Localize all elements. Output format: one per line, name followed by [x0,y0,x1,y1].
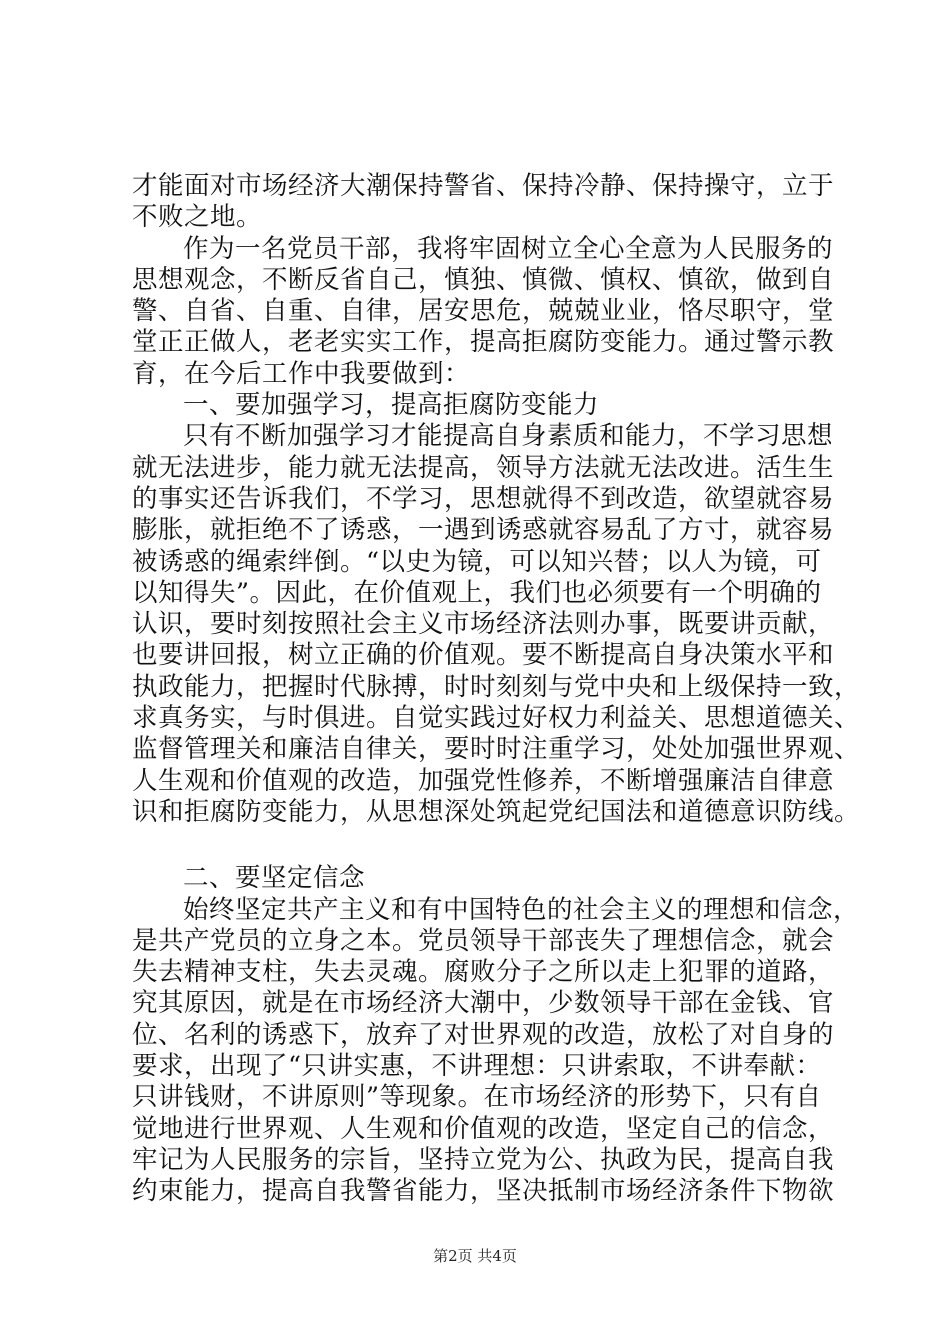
paragraph-gap [132,828,840,863]
text-line: 被诱惑的绳索绊倒。“以史为镜，可以知兴替；以人为镜，可 [132,546,822,577]
text-line: 监督管理关和廉洁自律关，要时时注重学习，处处加强世界观、 [132,734,861,765]
text-line: 牢记为人民服务的宗旨，坚持立党为公、执政为民，提高自我 [132,1144,835,1175]
text-line: 认识，要时刻按照社会主义市场经济法则办事，既要讲贡献， [132,609,835,640]
text-line: 以知得失”。因此，在价值观上，我们也必须要有一个明确的 [132,577,822,608]
page-number-footer: 第2页 共4页 [433,1247,517,1265]
text-line: 不败之地。 [132,202,263,233]
section-heading-2: 二、要坚定信念 [183,863,366,894]
paragraph-start: 始终坚定共产主义和有中国特色的社会主义的理想和信念， [183,894,860,925]
text-line: 育，在今后工作中我要做到： [132,358,471,389]
text-line: 是共产党员的立身之本。党员领导干部丧失了理想信念，就会 [132,925,835,956]
text-line: 警、自省、自重、自律，居安思危，兢兢业业，恪尽职守，堂 [132,296,835,327]
text-line: 求真务实，与时俱进。自觉实践过好权力利益关、思想道德关、 [132,703,861,734]
text-line: 失去精神支柱，失去灵魂。腐败分子之所以走上犯罪的道路， [132,957,835,988]
text-line: 识和拒腐防变能力，从思想深处筑起党纪国法和道德意识防线。 [132,796,861,827]
text-line: 的事实还告诉我们，不学习，思想就得不到改造，欲望就容易 [132,483,835,514]
text-line: 约束能力，提高自我警省能力，坚决抵制市场经济条件下物欲 [132,1176,835,1207]
text-line: 执政能力，把握时代脉搏，时时刻刻与党中央和上级保持一致， [132,671,861,702]
text-line: 究其原因，就是在市场经济大潮中，少数领导干部在金钱、官 [132,988,835,1019]
text-line: 膨胀，就拒绝不了诱惑，一遇到诱惑就容易乱了方寸，就容易 [132,515,835,546]
text-line: 思想观念，不断反省自己，慎独、慎微、慎权、慎欲，做到自 [132,264,835,295]
paragraph-start: 作为一名党员干部，我将牢固树立全心全意为人民服务的 [183,233,834,264]
text-line: 也要讲回报，树立正确的价值观。要不断提高自身决策水平和 [132,640,835,671]
text-line: 位、名利的诱惑下，放弃了对世界观的改造，放松了对自身的 [132,1019,835,1050]
text-line: 就无法进步，能力就无法提高，领导方法就无法改进。活生生 [132,452,835,483]
text-line: 觉地进行世界观、人生观和价值观的改造，坚定自己的信念， [132,1113,835,1144]
section-heading-1: 一、要加强学习，提高拒腐防变能力 [183,390,600,421]
text-line: 人生观和价值观的改造，加强党性修养，不断增强廉洁自律意 [132,765,835,796]
text-line: 才能面对市场经济大潮保持警省、保持冷静、保持操守，立于 [132,171,835,201]
paragraph-start: 只有不断加强学习才能提高自身素质和能力，不学习思想 [183,421,834,452]
document-body [132,171,861,1208]
text-line: 要求，出现了“只讲实惠，不讲理想：只讲索取，不讲奉献： [132,1051,822,1082]
text-line: 堂正正做人，老老实实工作，提高拒腐防变能力。通过警示教 [132,327,835,358]
text-line: 只讲钱财，不讲原则”等现象。在市场经济的形势下，只有自 [132,1082,822,1113]
